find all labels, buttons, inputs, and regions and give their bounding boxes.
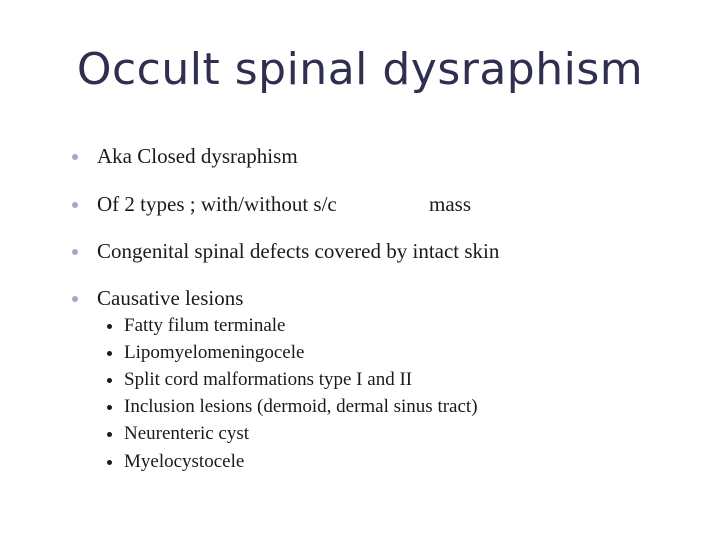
sub-bullet-text: Inclusion lesions (dermoid, dermal sinus tract) [124,396,478,417]
sub-bullet-dot-icon [107,324,112,329]
sub-bullet-dot-icon [107,432,112,437]
bullet-trailing-text: mass [429,192,471,216]
bullet-dot-icon [72,154,78,160]
bullet-dot-icon [72,249,78,255]
sub-bullet-text: Neurenteric cyst [124,423,250,444]
bullet-text: Aka Closed dysraphism [97,144,298,168]
sub-bullet-text: Fatty filum terminale [124,315,286,336]
sub-bullet-dot-icon [107,405,112,410]
sub-bullet-text: Lipomyelomeningocele [124,342,305,363]
sub-bullet-text: Myelocystocele [124,451,245,472]
bullet-text: Causative lesions [97,286,244,310]
slide-title: Occult spinal dysraphism [76,44,644,95]
sub-bullet-text: Split cord malformations type I and II [124,369,413,390]
bullet-text: Congenital spinal defects covered by intact skin [97,239,500,263]
sub-bullet-dot-icon [107,460,112,465]
bullet-text: Of 2 types ; with/without s/c [97,192,337,216]
sub-bullet-dot-icon [107,351,112,356]
bullet-dot-icon [72,202,78,208]
sub-bullet-dot-icon [107,378,112,383]
bullet-dot-icon [72,296,78,302]
